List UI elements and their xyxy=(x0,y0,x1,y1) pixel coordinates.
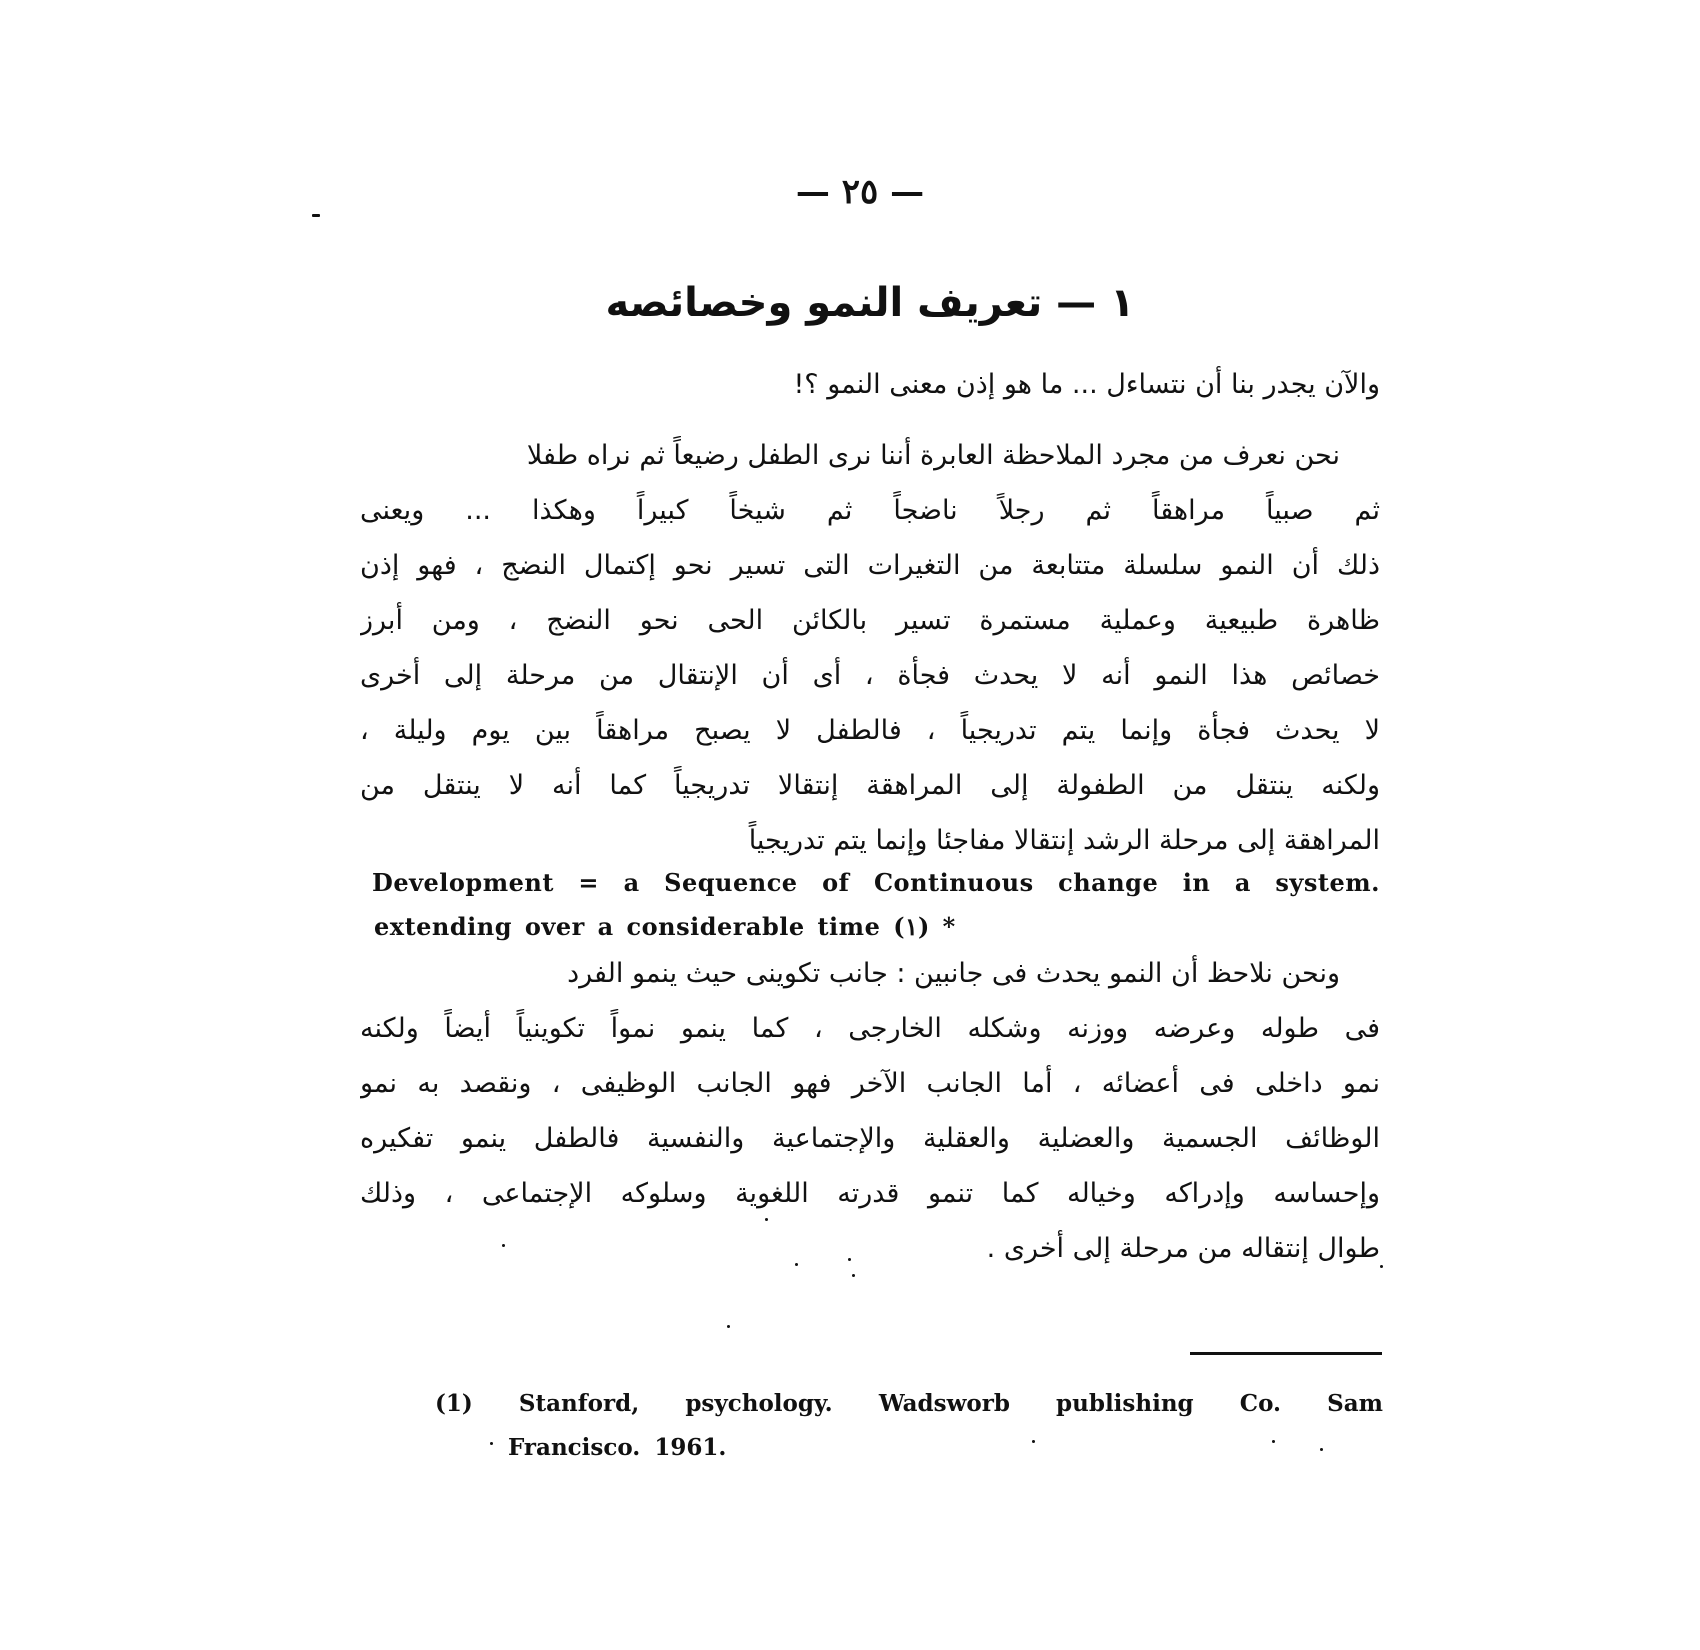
scan-speck xyxy=(502,1244,505,1247)
definition-line: extending over a considerable time (١) * xyxy=(374,912,956,941)
scan-speck xyxy=(1272,1440,1275,1443)
section-heading: ١ — تعريف النمو وخصائصه xyxy=(605,280,1135,326)
paragraph-line: ولكنه ينتقل من الطفولة إلى المراهقة إنتقالا تدريجياً كما أنه لا ينتقل من xyxy=(360,770,1380,801)
paragraph-line: ونحن نلاحظ أن النمو يحدث فى جانبين : جانب تكوينى حيث ينمو الفرد xyxy=(567,958,1340,989)
footnote-citation-line: (1) Stanford, psychology. Wadsworb publishing Co. Sam xyxy=(435,1390,1383,1417)
paragraph-line: لا يحدث فجأة وإنما يتم تدريجياً ، فالطفل لا يصبح مراهقاً بين يوم وليلة ، xyxy=(360,715,1380,746)
footnote-citation-line: Francisco. 1961. xyxy=(508,1434,727,1461)
scan-speck xyxy=(1320,1448,1323,1451)
scan-speck xyxy=(1032,1440,1035,1443)
intro-question: والآن يجدر بنا أن نتساءل ... ما هو إذن معنى النمو ؟! xyxy=(793,369,1380,400)
scan-speck xyxy=(765,1218,768,1221)
paragraph-line: وإحساسه وإدراكه وخياله كما تنمو قدرته اللغوية وسلوكه الإجتماعى ، وذلك xyxy=(360,1178,1380,1209)
scan-speck xyxy=(852,1274,855,1277)
scan-speck xyxy=(312,214,320,217)
definition-line: Development = a Sequence of Continuous change in a system. xyxy=(372,868,1380,897)
paragraph-line: نمو داخلى فى أعضائه ، أما الجانب الآخر فهو الجانب الوظيفى ، ونقصد به نمو xyxy=(360,1068,1380,1099)
scan-speck xyxy=(848,1258,851,1261)
paragraph-line: ظاهرة طبيعية وعملية مستمرة تسير بالكائن الحى نحو النضج ، ومن أبرز xyxy=(360,605,1380,636)
footnote-divider xyxy=(1190,1352,1382,1355)
paragraph-line: نحن نعرف من مجرد الملاحظة العابرة أننا نرى الطفل رضيعاً ثم نراه طفلا xyxy=(526,440,1340,471)
paragraph-line: المراهقة إلى مرحلة الرشد إنتقالا مفاجئا وإنما يتم تدريجياً xyxy=(748,825,1380,856)
scan-speck xyxy=(490,1442,493,1445)
paragraph-line: ثم صبياً مراهقاً ثم رجلاً ناضجاً ثم شيخاً كبيراً وهكذا ... ويعنى xyxy=(360,495,1380,526)
scan-speck xyxy=(1380,1265,1383,1268)
paragraph-line: ذلك أن النمو سلسلة متتابعة من التغيرات التى تسير نحو إكتمال النضج ، فهو إذن xyxy=(360,550,1380,581)
paragraph-line: فى طوله وعرضه ووزنه وشكله الخارجى ، كما ينمو نمواً تكوينياً أيضاً ولكنه xyxy=(360,1013,1380,1044)
paragraph-line: طوال إنتقاله من مرحلة إلى أخرى . xyxy=(986,1233,1380,1264)
paragraph-line: الوظائف الجسمية والعضلية والعقلية والإجتماعية والنفسية فالطفل ينمو تفكيره xyxy=(360,1123,1380,1154)
scan-speck xyxy=(727,1325,730,1328)
scan-speck xyxy=(795,1263,798,1266)
page-number: — ٢٥ — xyxy=(795,172,925,212)
paragraph-line: خصائص هذا النمو أنه لا يحدث فجأة ، أى أن الإنتقال من مرحلة إلى أخرى xyxy=(360,660,1380,691)
